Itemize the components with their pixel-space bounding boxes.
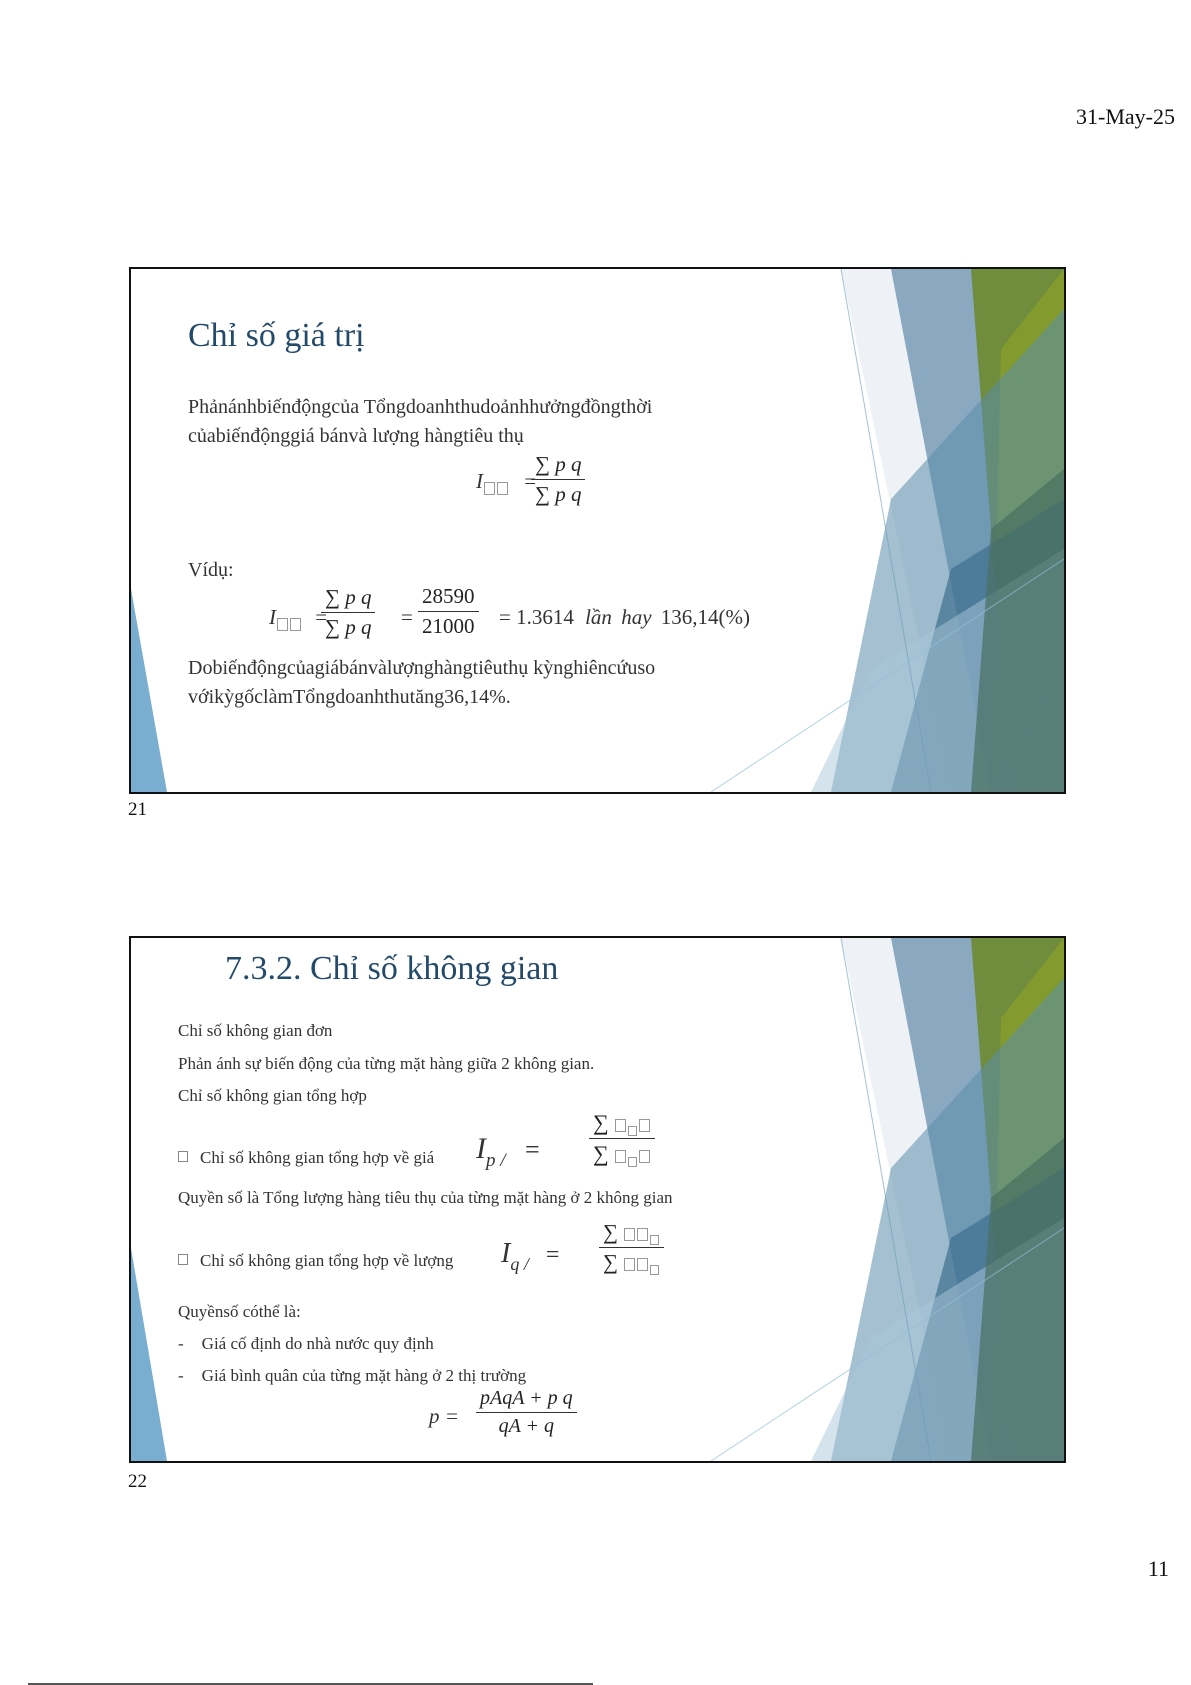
quantity-index-fraction: ∑ ∑ [599,1220,664,1275]
slide-21 [129,267,1066,794]
text-line-5: Quyềnsố cóthể là: [178,1302,301,1321]
formula-numerator: ∑ p q [531,452,585,480]
bullet-price-index: Chỉ số không gian tổng hợp về giá [178,1148,434,1168]
description-line-2: củabiếnđộnggiá bánvà lượng hàngtiêu thụ [188,425,524,447]
text-line-1: Chỉ số không gian đơn [178,1021,333,1040]
slide-number-22: 22 [128,1471,147,1492]
price-index-fraction: ∑ ∑ [589,1110,655,1167]
header-date: 31-May-25 [1076,104,1175,129]
avg-price-denominator: qA + q [498,1415,554,1437]
example-label: Vídụ: [188,559,234,581]
conclusion-line-2: vớikỳgốclàmTổngdoanhthutăng36,14%. [188,686,511,708]
example-fraction-symbolic [321,585,375,640]
description-line-1: Phảnánhbiếnđộngcủa Tổngdoanhthudoảnhhưởngđồngthời [188,396,653,418]
dash-item-1: - Giá cố định do nhà nước quy định [178,1334,434,1353]
text-line-4: Quyền số là Tổng lượng hàng tiêu thụ của từng mặt hàng ở 2 không gian [178,1188,673,1207]
page-number: 11 [1147,1556,1169,1581]
example-equals: = [401,605,413,629]
text-line-2: Phản ánh sự biến động của từng mặt hàng giữa 2 không gian. [178,1054,595,1073]
slide-title: Chỉ số giá trị [188,317,365,354]
avg-price-fraction [476,1387,577,1438]
example-numerator: ∑ p q [321,585,375,613]
example-fraction-values [418,584,479,639]
slide-22 [129,936,1066,1463]
formula-lhs: I = [476,469,537,493]
conclusion-line-1: Dobiếnđộngcủagiábánvàlượnghàngtiêuthụ kỳnghiêncứuso [188,657,656,679]
bullet-icon [178,1254,188,1265]
example-lhs: I = [269,605,328,629]
avg-price-lhs: p = [429,1404,459,1428]
dash-item-2: - Giá bình quân của từng mặt hàng ở 2 thị trường [178,1366,527,1385]
formula-denominator: ∑ p q [535,482,582,506]
slide-title: 7.3.2. Chỉ số không gian [225,950,559,987]
bullet-quantity-index: Chỉ số không gian tổng hợp về lượng [178,1251,453,1271]
example-result: = 1.3614 lần hay 136,14(%) [499,605,750,629]
formula-fraction [531,452,585,507]
example-value-numerator: 28590 [418,584,479,612]
example-value-denominator: 21000 [422,614,475,638]
price-index-lhs: $I_{p /}$ = [476,1132,540,1171]
quantity-index-lhs: $I_{q /}$ = [501,1238,560,1274]
footer-rule [28,1683,593,1685]
avg-price-numerator: pAqA + p q [476,1387,577,1413]
slide-number-21: 21 [128,799,147,820]
example-denominator: ∑ p q [325,615,372,639]
bullet-icon [178,1151,188,1162]
text-line-3: Chỉ số không gian tổng hợp [178,1086,367,1105]
